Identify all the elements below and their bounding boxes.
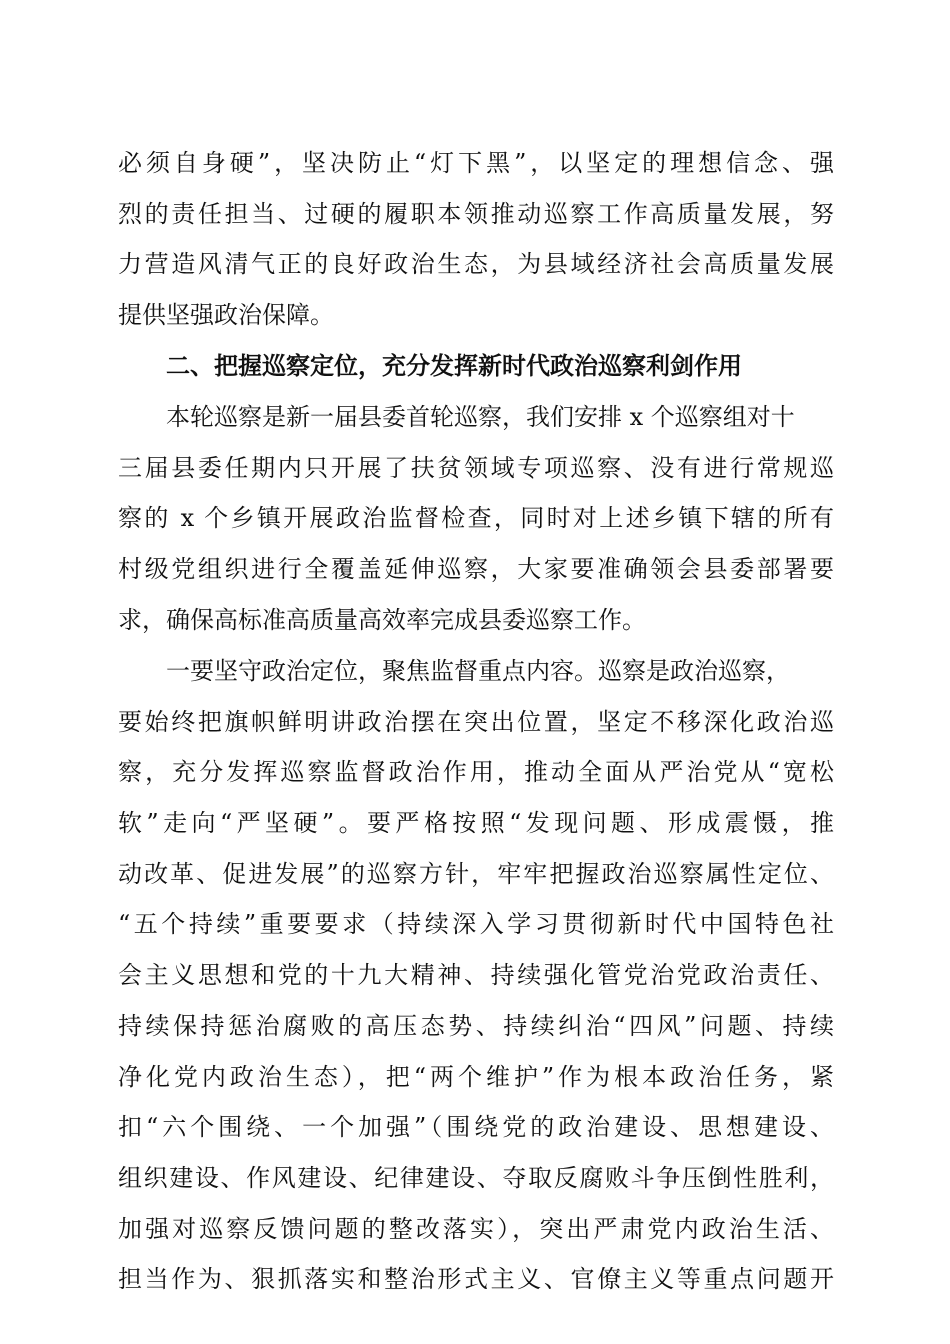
text-line: 烈的责任担当、过硬的履职本领推动巡察工作高质量发展，努 (118, 199, 834, 228)
paragraph-inspection-round (118, 392, 834, 645)
text-line: 会主义思想和党的十九大精神、持续强化管党治党政治责任、 (118, 961, 834, 990)
text-line: “五个持续”重要要求（持续深入学习贯彻新时代中国特色社 (118, 910, 834, 939)
text-line: 求，确保高标准高质量高效率完成县委巡察工作。 (118, 605, 646, 634)
paragraph-continuation (118, 138, 834, 341)
text-line: 组织建设、作风建设、纪律建设、夺取反腐败斗争压倒性胜利， (118, 1163, 834, 1192)
text-line: 力营造风清气正的良好政治生态，为县域经济社会高质量发展 (118, 250, 834, 279)
text-line: 担当作为、狠抓落实和整治形式主义、官僚主义等重点问题开 (118, 1265, 834, 1294)
text-line: 村级党组织进行全覆盖延伸巡察，大家要准确领会县委部署要 (118, 555, 834, 584)
text-line: 本轮巡察是新一届县委首轮巡察，我们安排 x 个巡察组对十 (166, 403, 795, 431)
text-line: 察的 x 个乡镇开展政治监督检查，同时对上述乡镇下辖的所有 (118, 504, 834, 533)
text-line: 一要坚守政治定位，聚焦监督重点内容。巡察是政治巡察， (166, 657, 790, 685)
text-line: 持续保持惩治腐败的高压态势、持续纠治“四风”问题、持续 (118, 1011, 834, 1040)
text-line: 扣“六个围绕、一个加强”（围绕党的政治建设、思想建设、 (118, 1113, 834, 1142)
text-line: 要始终把旗帜鲜明讲政治摆在突出位置，坚定不移深化政治巡 (118, 707, 834, 736)
text-line: 动改革、促进发展”的巡察方针，牢牢把握政治巡察属性定位、 (118, 859, 834, 888)
text-line: 提供坚强政治保障。 (118, 301, 334, 330)
paragraph-political-positioning (118, 646, 834, 1305)
section-heading-block (118, 341, 834, 392)
text-line: 必须自身硬”，坚决防止“灯下黑”，以坚定的理想信念、强 (118, 149, 834, 177)
text-line: 察，充分发挥巡察监督政治作用，推动全面从严治党从“宽松 (118, 758, 834, 787)
text-line: 加强对巡察反馈问题的整改落实），突出严肃党内政治生活、 (118, 1214, 834, 1243)
text-line: 净化党内政治生态），把“两个维护”作为根本政治任务，紧 (118, 1062, 834, 1091)
text-line: 软”走向“严坚硬”。要严格按照“发现问题、形成震慑，推 (118, 809, 834, 838)
text-line: 三届县委任期内只开展了扶贫领域专项巡察、没有进行常规巡 (118, 453, 834, 482)
section-heading: 二、把握巡察定位，充分发挥新时代政治巡察利剑作用 (166, 352, 742, 380)
